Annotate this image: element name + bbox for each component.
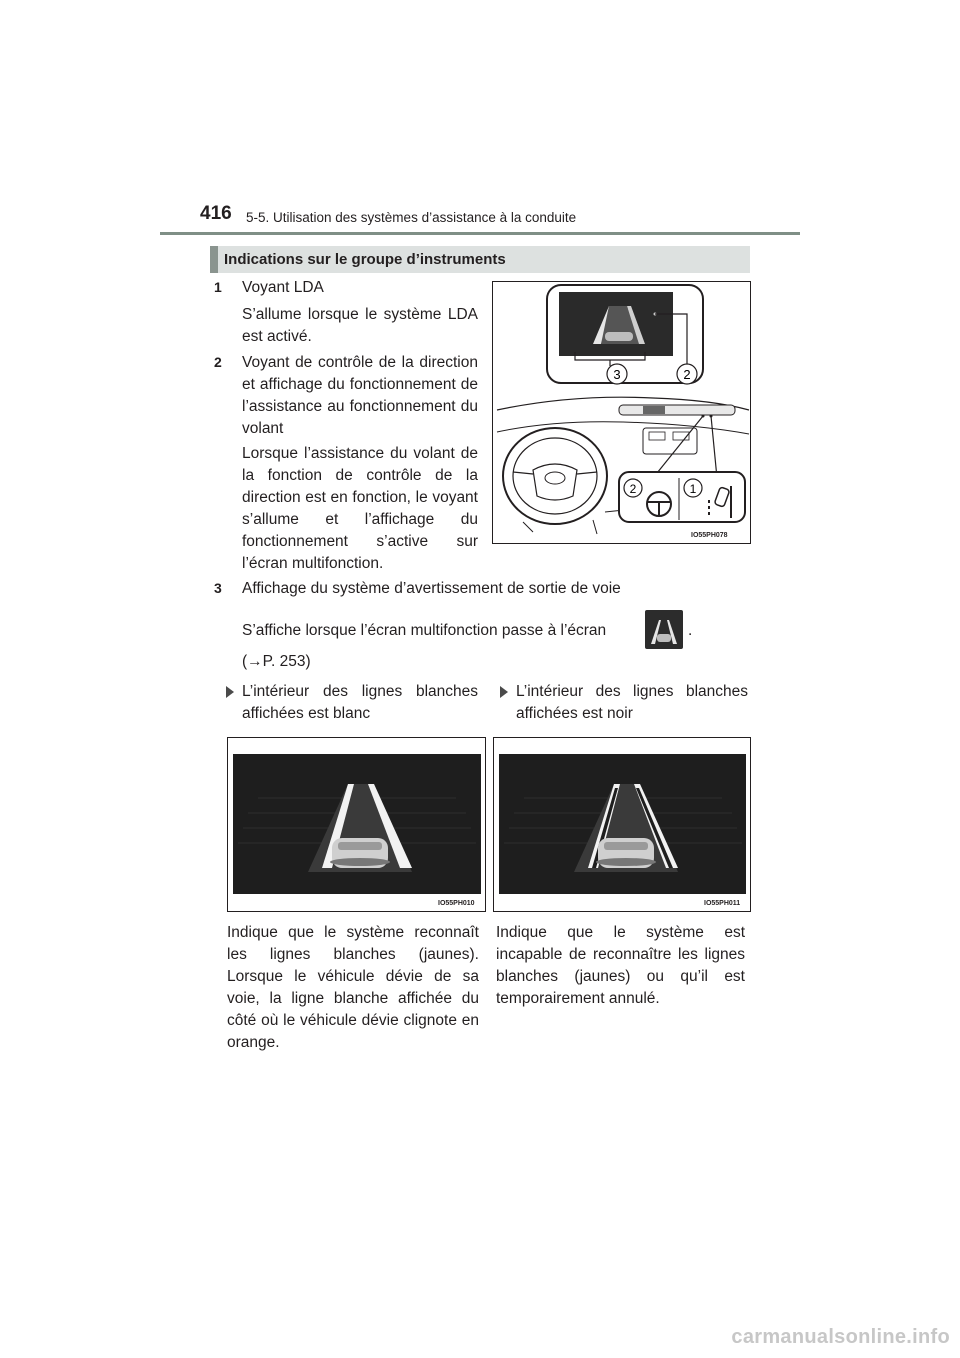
variant-2-description: Indique que le système est incapable de reconnaître les lignes blanches (jaunes) ou qu’il est temporairement annulé.	[496, 924, 745, 1007]
item-3-period: .	[688, 622, 693, 639]
item-2-description: Lorsque l’assistance du volant de la fonction de contrôle de la direction est en fonction, le voyant s’allume et l’affichage du fonctionnement s’active sur l’écran multifonction.	[242, 445, 478, 572]
heading-strip	[210, 246, 218, 273]
variant-2-bullet	[500, 685, 508, 703]
item-3-description	[242, 620, 606, 642]
variant-2-heading: L’intérieur des lignes blanches affichées est noir	[516, 683, 748, 722]
section-title: 5-5. Utilisation des systèmes d’assistance à la conduite	[246, 210, 577, 225]
item-3-number: 3	[214, 580, 222, 596]
item-2-number: 2	[214, 354, 222, 370]
instrument-cluster-figure	[492, 281, 751, 544]
white-lines-figure	[227, 737, 486, 912]
callout-3: 3	[613, 367, 621, 382]
lane-departure-screen-icon	[645, 610, 683, 649]
page-number: 416	[200, 203, 232, 224]
watermark: carmanualsonline.info	[731, 1326, 950, 1348]
variant-1-description: Indique que le système reconnaît les lignes blanches (jaunes). Lorsque le véhicule dévie de sa voie, la ligne blanche affichée du côté où le véhicule dévie clignote en orange.	[227, 924, 479, 1051]
variant-1-bullet	[226, 685, 234, 703]
section-heading-text: Indications sur le groupe d’instruments	[224, 251, 506, 268]
dashboard-illustration	[493, 282, 750, 543]
callout-2-bottom: 2	[629, 482, 637, 496]
item-2-title: Voyant de contrôle de la direction et affichage du fonctionnement de l’assistance au fonctionnement du volant	[242, 354, 478, 437]
section-heading	[210, 246, 750, 273]
callout-1: 1	[689, 482, 697, 496]
item-1-title: Voyant LDA	[242, 279, 324, 296]
item-1-number: 1	[214, 279, 222, 295]
callout-2-top: 2	[683, 367, 691, 382]
item-3-reference: (→P. 253)	[242, 653, 311, 670]
variant-1-figure-code: IO55PH010	[438, 900, 475, 907]
black-lines-figure	[493, 737, 751, 912]
item-3-description-text: S’affiche lorsque l’écran multifonction passe à l’écran	[242, 622, 607, 639]
item-3-title: Affichage du système d’avertissement de sortie de voie	[242, 580, 621, 597]
variant-2-figure-code: IO55PH011	[704, 900, 741, 907]
variant-1-heading: L’intérieur des lignes blanches affichées est blanc	[242, 683, 478, 722]
main-figure-code: IO55PH078	[691, 532, 728, 539]
header-rule	[160, 232, 800, 235]
item-1-description: S’allume lorsque le système LDA est activé.	[242, 306, 478, 345]
